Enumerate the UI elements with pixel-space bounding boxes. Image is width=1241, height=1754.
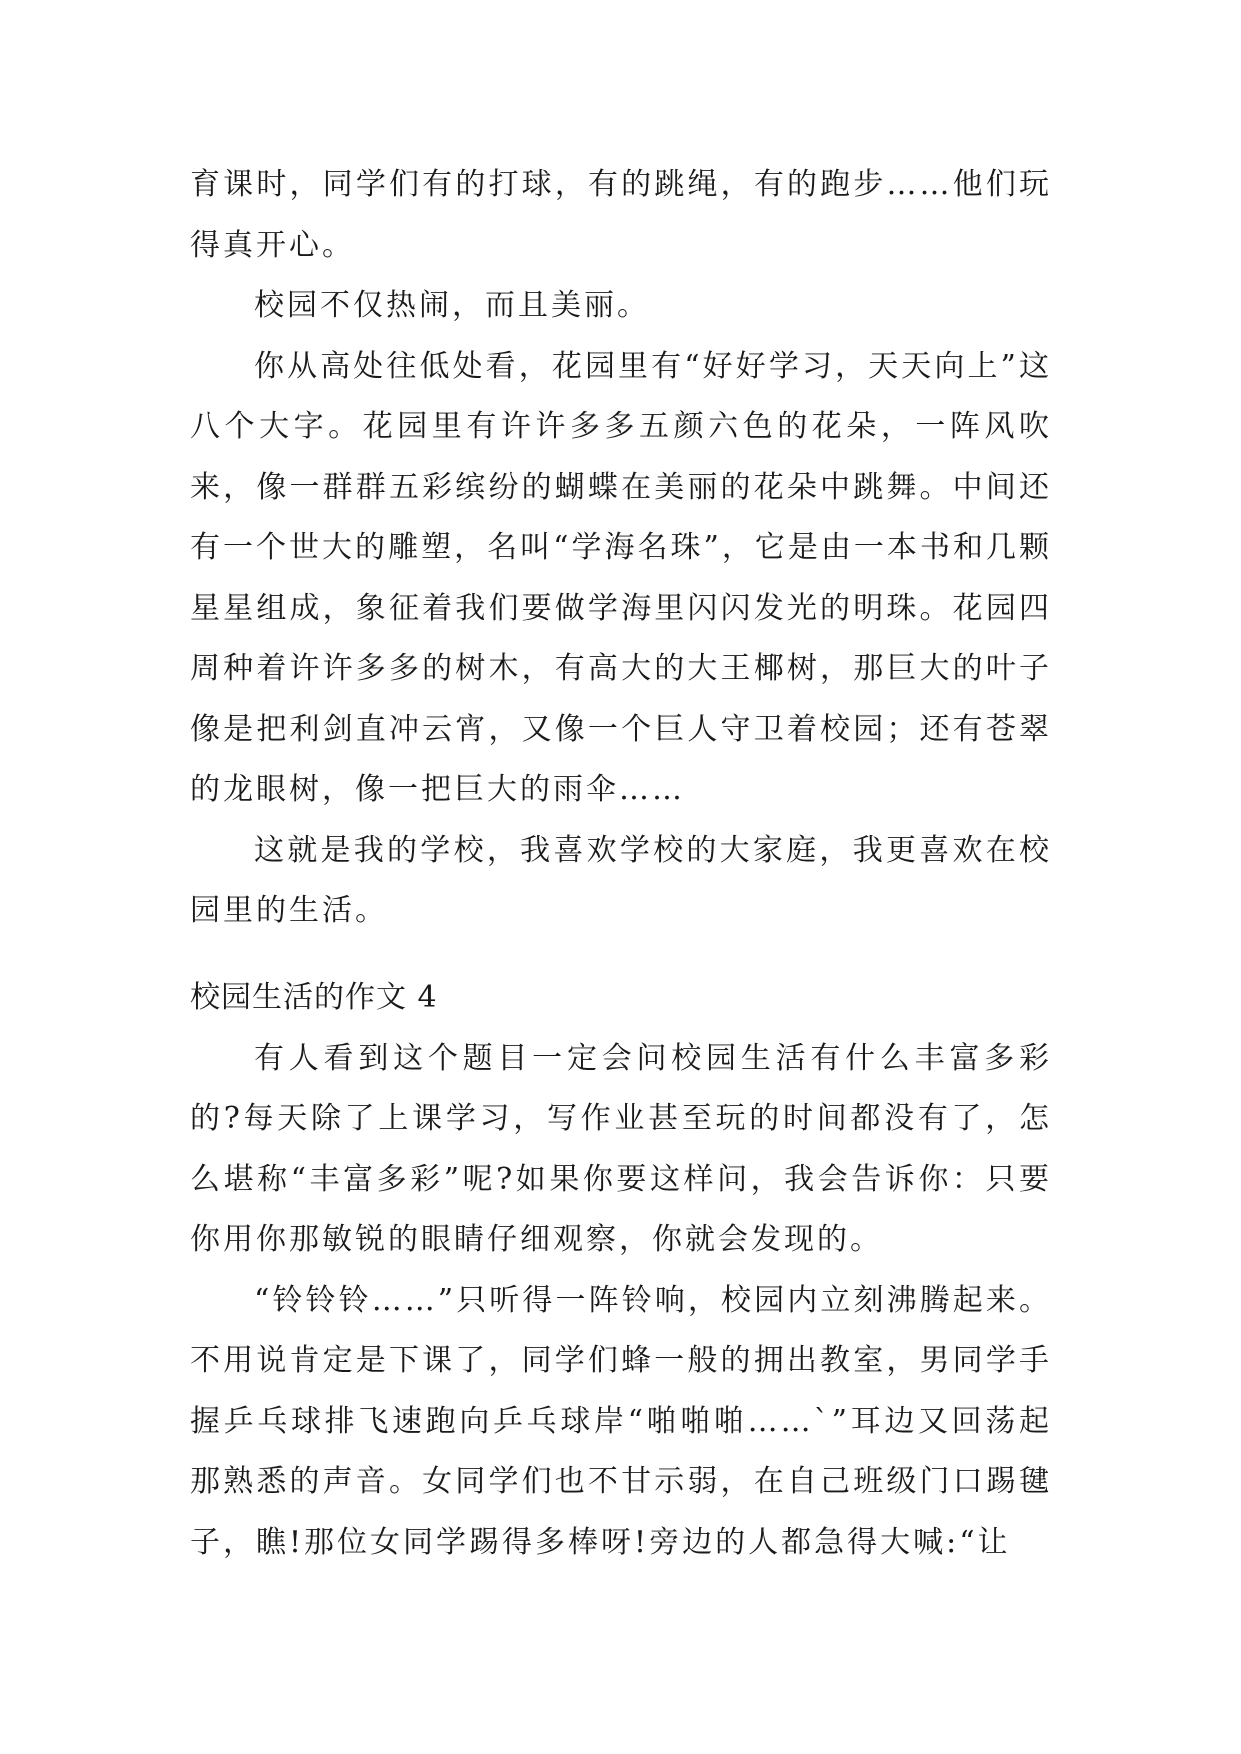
paragraph: 这就是我的学校，我喜欢学校的大家庭，我更喜欢在校园里的生活。 <box>190 832 1052 928</box>
section-continued-text <box>190 155 1052 942</box>
paragraph: “铃铃铃……”只听得一阵铃响，校园内立刻沸腾起来。不用说肯定是下课了，同学们蜂一般的拥出教室，男同学手握乒乓球排飞速跑向乒乓球岸“啪啪啪……`”耳边又回荡起那熟悉的声音。女同学们也不甘示弱，在自己班级门口踢毽子，瞧!那位女同学踢得多棒呀!旁边的人都急得大喊:“让 <box>190 1282 1052 1560</box>
section-heading: 校园生活的作文 4 <box>190 980 438 1015</box>
paragraph: 你从高处往低处看，花园里有“好好学习，天天向上”这八个大字。花园里有许许多多五颜六色的花朵，一阵风吹来，像一群群五彩缤纷的蝴蝶在美丽的花朵中跳舞。中间还有一个世大的雕塑，名叫“学海名珠”，它是由一本书和几颗星星组成，象征着我们要做学海里闪闪发光的明珠。花园四周种着许许多多的树木，有高大的大王椰树，那巨大的叶子像是把利剑直冲云宵，又像一个巨人守卫着校园；还有苍翠的龙眼树，像一把巨大的雨伞…… <box>190 348 1052 807</box>
essay-section-4 <box>190 968 1052 1573</box>
paragraph: 有人看到这个题目一定会问校园生活有什么丰富多彩的?每天除了上课学习，写作业甚至玩的时间都没有了，怎么堪称“丰富多彩”呢?如果你要这样问，我会告诉你：只要你用你那敏锐的眼睛仔细观察，你就会发现的。 <box>190 1040 1052 1257</box>
paragraph-continued: 育课时，同学们有的打球，有的跳绳，有的跑步……他们玩得真开心。 <box>190 167 1052 263</box>
paragraph: 校园不仅热闹，而且美丽。 <box>254 288 650 323</box>
